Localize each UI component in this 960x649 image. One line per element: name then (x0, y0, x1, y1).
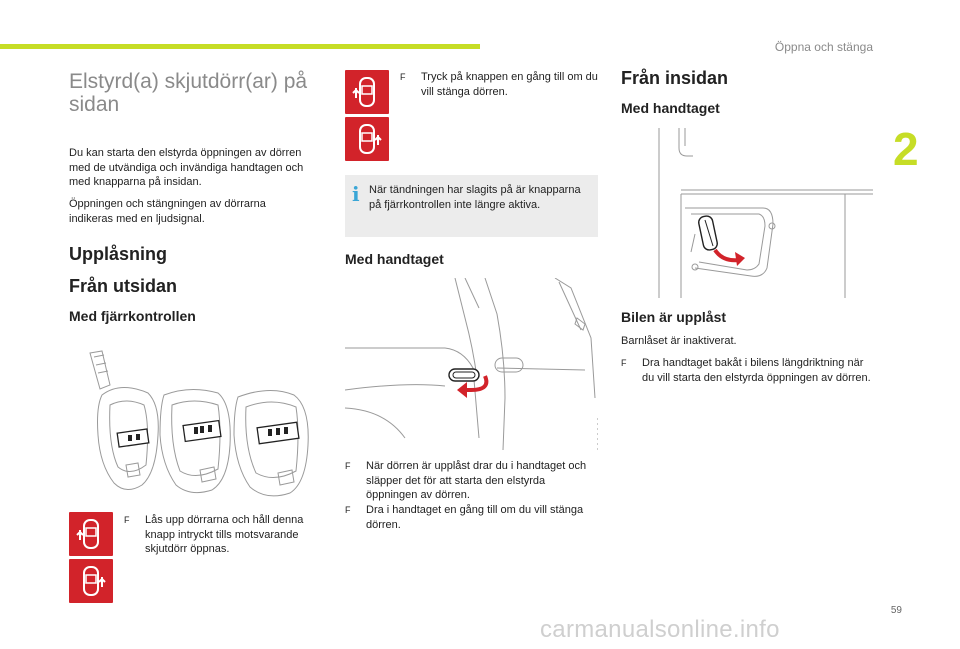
heading-from-inside: Från insidan (621, 68, 729, 88)
bullet-marker: F (621, 358, 627, 368)
bullet-close-text: Tryck på knappen en gång till om du vill stänga dörren. (421, 71, 598, 98)
bullet-marker: F (345, 505, 351, 515)
bullet-inside (621, 356, 871, 385)
bullet-marker: F (124, 515, 130, 525)
bullet-handle-1 (345, 459, 595, 503)
signal-paragraph: Öppningen och stängningen av dörrarna indikeras med en ljudsignal. (69, 198, 266, 225)
heading-remote-control: Med fjärrkontrollen (69, 308, 196, 324)
sliding-door-left-icon (345, 70, 389, 114)
sliding-door-left-button (69, 512, 113, 556)
remote-key-icon (80, 345, 330, 505)
heading-from-outside: Från utsidan (69, 276, 178, 296)
sliding-door-right-button-2 (345, 117, 389, 161)
info-icon: i (352, 182, 360, 206)
page-number: 59 (890, 605, 902, 616)
bullet-remote-text: Lås upp dörrarna och håll denna knapp intryckt tills motsvarande skjutdörr öppnas. (145, 514, 304, 555)
sliding-door-right-icon (69, 559, 113, 603)
bullet-remote (124, 513, 324, 557)
heading-unlocking: Upplåsning (69, 244, 167, 264)
door-handle-icon (345, 278, 598, 450)
child-lock-text: Barnlåset är inaktiverat. (621, 335, 737, 347)
chapter-accent-bar (0, 44, 480, 49)
bullet-inside-text: Dra handtaget bakåt i bilens längdriktning när du vill starta den elstyrda öppningen av dörren. (642, 357, 871, 384)
sliding-door-right-button (69, 559, 113, 603)
bullet-handle-1-text: När dörren är upplåst drar du i handtaget och släpper det för att starta den elstyrda öppningen av dörren. (366, 460, 587, 501)
rotation-arrow-icon (715, 250, 745, 266)
bullet-marker: F (400, 72, 406, 82)
chapter-number: 2 (893, 123, 919, 175)
bullet-close (400, 70, 600, 99)
bullet-marker: F (345, 461, 351, 471)
info-box (345, 175, 598, 237)
outside-handle-illustration (345, 278, 598, 450)
door-handle-icon (655, 128, 875, 298)
heading-with-handle-outside: Med handtaget (345, 251, 444, 267)
info-text: När tändningen har slagits på är knapparna på fjärrkontrollen inte längre aktiva. (369, 184, 581, 211)
sliding-door-left-button-2 (345, 70, 389, 114)
inside-handle-illustration (655, 128, 875, 298)
sliding-door-right-icon (345, 117, 389, 161)
watermark: carmanualsonline.info (540, 616, 780, 643)
heading-car-unlocked: Bilen är upplåst (621, 309, 727, 325)
intro-paragraph: Du kan starta den elstyrda öppningen av dörren med de utvändiga och invändiga handtagen och med knapparna på insidan. (69, 147, 304, 188)
section-title: Öppna och stänga (774, 40, 873, 54)
bullet-handle-2-text: Dra i handtaget en gång till om du vill stänga dörren. (366, 504, 584, 531)
remote-key-illustration (80, 345, 330, 505)
heading-with-handle-inside: Med handtaget (621, 100, 720, 116)
page-title: Elstyrd(a) skjutdörr(ar) på sidan (69, 70, 308, 116)
bullet-handle-2 (345, 503, 595, 532)
sliding-door-left-icon (69, 512, 113, 556)
